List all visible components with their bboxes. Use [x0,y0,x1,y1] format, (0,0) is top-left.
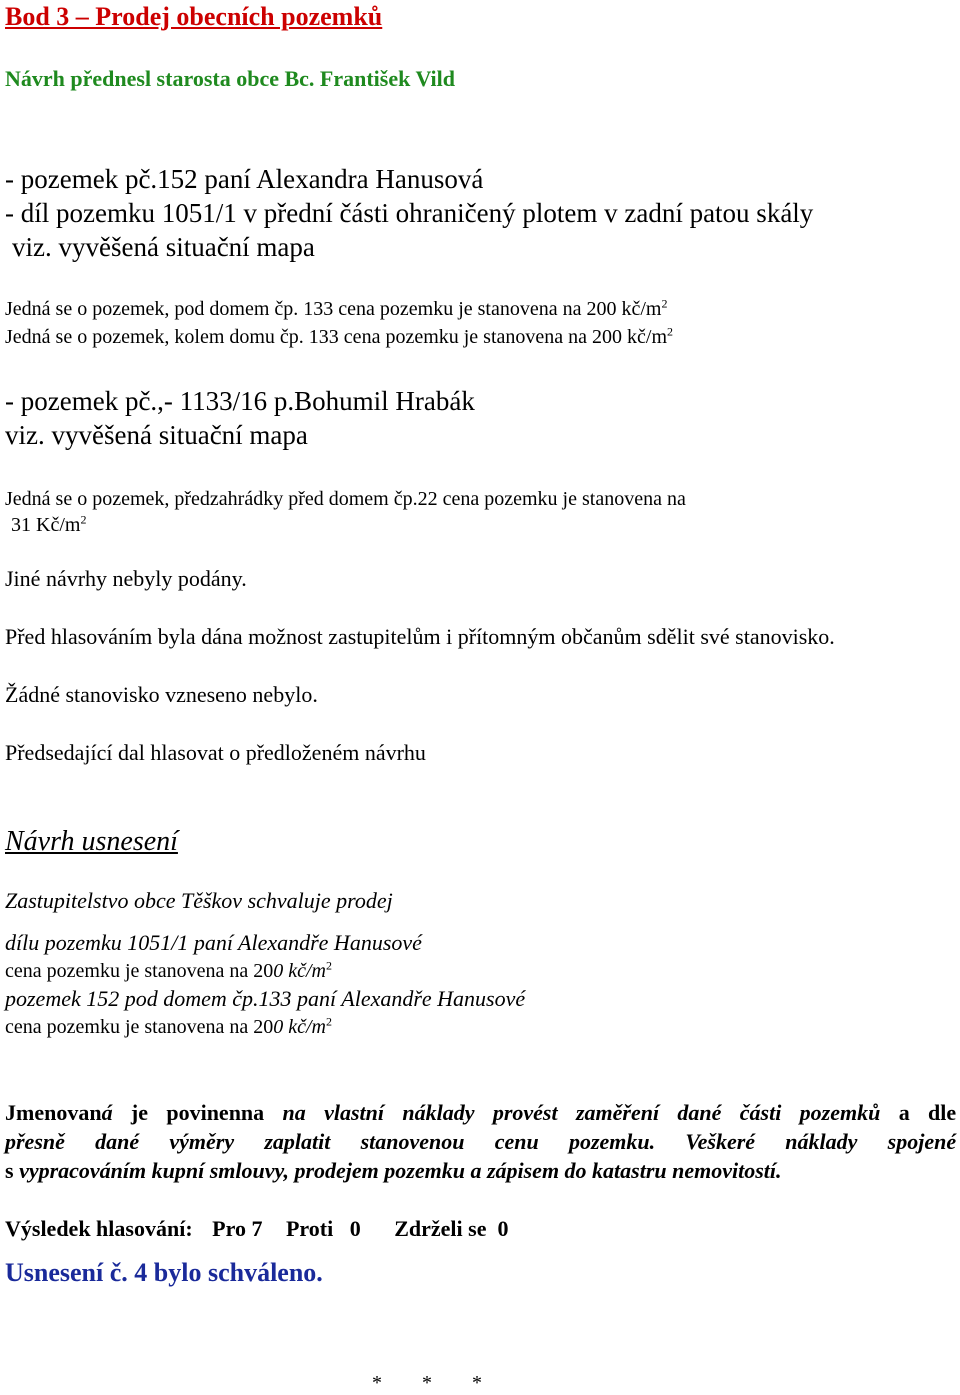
item1-line1: - pozemek pč.152 paní Alexandra Hanusová [5,164,484,194]
resolution-approves: Zastupitelstvo obce Těškov schvaluje prodej [5,888,393,913]
resolution-price2: cena pozemku je stanovena na 200 $kč/m^2$ [5,1014,332,1038]
resolution-title: Návrh usnesení [5,826,178,857]
obligation-line2: přesně dané výměry zaplatit stanovenou cenu pozemku. Veškeré náklady spojené [5,1129,957,1154]
other-proposals: Jiné návrhy nebyly podány. [5,566,247,591]
before-vote-text: Před hlasováním byla dána možnost zastupitelům i přítomným občanům sdělit své stanovisko. [5,624,835,649]
resolution-price1: cena pozemku je stanovena na 200 $kč/m^2$ [5,958,332,982]
item1-desc2: Jedná se o pozemek, kolem domu čp. 133 cena pozemku je stanovena na 200 $kč/m^2$ [5,324,674,348]
item2-line2: viz. vyvěšená situační mapa [5,420,308,450]
agenda-heading: Bod 3 – Prodej obecních pozemků [5,2,383,31]
section-separator: * * * [372,1372,482,1394]
proposer-line: Návrh přednesl starosta obce Bc. František Vild [5,66,455,91]
vote-result [5,1216,508,1242]
resolution-result: Usnesení č. 4 bylo schváleno. [5,1258,323,1287]
item2-line1: - pozemek pč.,- 1133/16 p.Bohumil Hrabák [5,386,475,416]
vote-abstain: Zdrželi se 0 [394,1216,509,1241]
item1-desc1: Jedná se o pozemek, pod domem čp. 133 cena pozemku je stanovena na 200 $kč/m^2$ [5,296,668,320]
resolution-part2: pozemek 152 pod domem čp.133 paní Alexandře Hanusové [5,986,526,1011]
vote-against: Proti 0 [285,1216,361,1241]
obligation-line3: s vypracováním kupní smlouvy, prodejem pozemku a zápisem do katastru nemovitostí. [5,1158,782,1183]
vote-for: Pro 7 [212,1216,263,1241]
item2-desc2: 31 $Kč/m^2$ [11,512,87,536]
item2-desc1: Jedná se o pozemek, předzahrádky před domem čp.22 cena pozemku je stanovena na [5,488,686,510]
item1-line2: - díl pozemku 1051/1 v přední části ohraničený plotem v zadní patou skály [5,198,814,228]
resolution-part1: dílu pozemku 1051/1 paní Alexandře Hanusové [5,930,422,955]
no-opinion-text: Žádné stanovisko vzneseno nebylo. [5,682,318,707]
item1-line3: viz. vyvěšená situační mapa [12,232,315,262]
vote-label: Výsledek hlasování: [5,1216,193,1241]
chair-text: Předsedající dal hlasovat o předloženém návrhu [5,740,426,765]
obligation-line1: Jmenovaná je povinenna na vlastní náklady provést zaměření dané části pozemků a dle [5,1100,957,1125]
